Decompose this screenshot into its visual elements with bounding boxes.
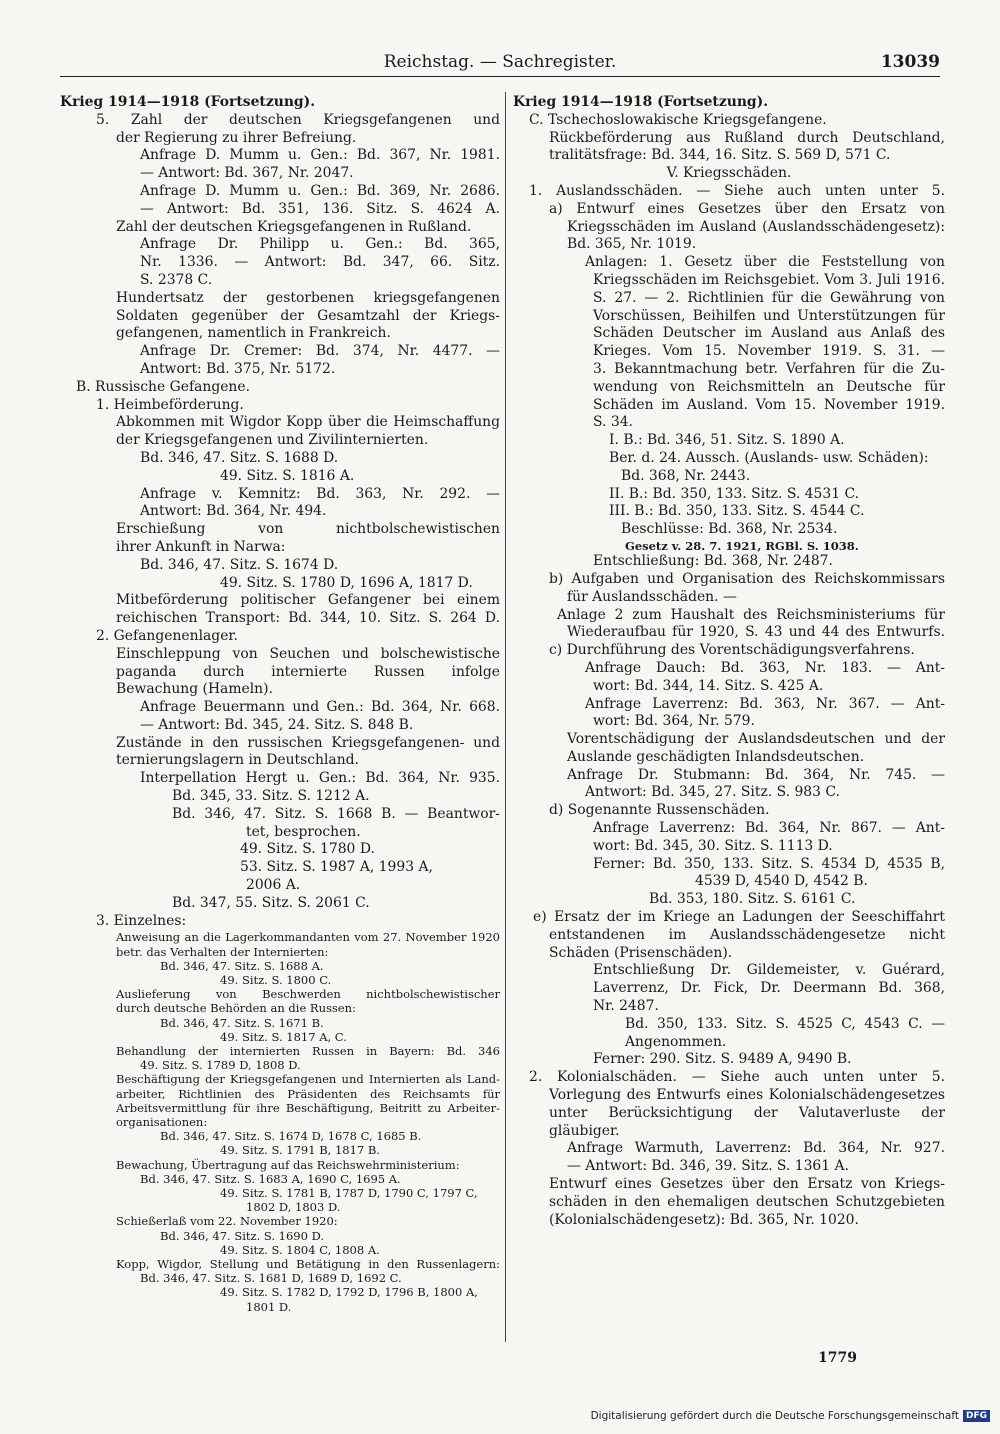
index-line: Ferner: 290. Sitz. S. 9489 A, 9490 B.: [593, 1051, 852, 1068]
index-line: Antwort: Bd. 375, Nr. 5172.: [140, 360, 336, 377]
dfg-logo: DFG: [963, 1410, 990, 1422]
index-line: Bd. 346, 47. Sitz. S. 1668 B. — Beantwor-: [172, 805, 500, 822]
index-line: — Antwort: Bd. 367, Nr. 2047.: [140, 165, 354, 182]
index-line: Krieg 1914—1918 (Fortsetzung).: [513, 94, 769, 110]
index-line: 1. Auslandsschäden. — Siehe auch unten unter 5.: [529, 182, 945, 199]
index-line: 3. Bekanntmachung betr. Verfahren für die Zu-: [593, 360, 945, 377]
index-line: Bd. 347, 55. Sitz. S. 2061 C.: [172, 894, 370, 911]
index-line: Schäden Deutscher im Ausland aus Anlaß des: [593, 325, 945, 342]
index-line: Anfrage Laverrenz: Bd. 364, Nr. 867. — Ant-: [593, 820, 945, 837]
index-line: schäden in den ehemaligen deutschen Schutzgebieten: [549, 1193, 945, 1210]
index-line: Abkommen mit Wigdor Kopp über die Heimschaffung: [116, 414, 500, 431]
index-line: arbeiter, Richtlinien des Präsidenten des Reichsamts für: [116, 1086, 500, 1101]
index-line: Bd. 365, Nr. 1019.: [567, 236, 697, 253]
index-line: Gesetz v. 28. 7. 1921, RGBl. S. 1038.: [625, 538, 859, 553]
digitization-credit: [591, 1410, 990, 1422]
right-column: [513, 94, 945, 1229]
index-line: 53. Sitz. S. 1987 A, 1993 A,: [240, 859, 433, 876]
index-line: Anfrage v. Kemnitz: Bd. 363, Nr. 292. —: [140, 485, 500, 502]
index-line: b) Aufgaben und Organisation des Reichskommissars: [549, 570, 945, 587]
index-line: — Antwort: Bd. 346, 39. Sitz. S. 1361 A.: [567, 1158, 849, 1175]
index-line: gläubiger.: [549, 1122, 620, 1139]
index-line: Rückbeförderung aus Rußland durch Deutschland,: [549, 129, 945, 146]
index-line: Beschäftigung der Kriegsgefangenen und Internierten als Land-: [116, 1072, 500, 1087]
index-line: Bewachung, Übertragung auf das Reichswehrministerium:: [116, 1157, 460, 1172]
index-line: 49. Sitz. S. 1800 C.: [220, 973, 332, 988]
index-line: Bd. 346, 47. Sitz. S. 1688 A.: [160, 958, 324, 973]
index-line: Entschließung: Bd. 368, Nr. 2487.: [593, 553, 833, 570]
index-line: tet, besprochen.: [246, 823, 361, 840]
index-line: 49. Sitz. S. 1780 D, 1696 A, 1817 D.: [220, 574, 473, 591]
footer-page-number: 1779: [818, 1350, 857, 1366]
index-line: paganda durch internierte Russen infolge: [116, 663, 500, 680]
index-line: Bd. 346, 47. Sitz. S. 1681 D, 1689 D, 1692 C.: [140, 1271, 402, 1286]
index-line: unter Berücksichtigung der Valutaverluste der: [549, 1104, 945, 1121]
index-line: der Kriegsgefangenen und Zivilinternierten.: [116, 432, 429, 449]
index-line: d) Sogenannte Russenschäden.: [549, 802, 770, 819]
index-line: Einschleppung von Seuchen und bolschewistische: [116, 645, 500, 662]
index-line: Bd. 368, Nr. 2443.: [621, 467, 751, 484]
index-line: Bd. 346, 47. Sitz. S. 1671 B.: [160, 1015, 324, 1030]
index-line: Kriegsschäden im Reichsgebiet. Vom 3. Juli 1916.: [593, 271, 945, 288]
index-line: S. 34.: [593, 414, 633, 431]
index-line: Bd. 346, 47. Sitz. S. 1688 D.: [140, 449, 339, 466]
index-line: für Auslandsschäden. —: [567, 588, 737, 605]
index-line: Kriegsschäden im Ausland (Auslandsschädengesetz):: [567, 218, 945, 235]
index-line: Anfrage Dr. Stubmann: Bd. 364, Nr. 745. —: [567, 766, 945, 783]
index-line: Bd. 350, 133. Sitz. S. 4525 C, 4543 C. —: [625, 1015, 945, 1032]
index-line: Anfrage Dr. Philipp u. Gen.: Bd. 365,: [140, 236, 500, 253]
index-line: Auslieferung von Beschwerden nichtbolschewistischer: [116, 987, 500, 1002]
index-line: C. Tschechoslowakische Kriegsgefangene.: [529, 111, 827, 128]
index-line: II. B.: Bd. 350, 133. Sitz. S. 4531 C.: [609, 485, 859, 502]
index-line: c) Durchführung des Vorentschädigungsverfahrens.: [549, 642, 915, 659]
index-line: Behandlung der internierten Russen in Bayern: Bd. 346: [116, 1044, 500, 1059]
column-divider: [505, 92, 506, 1342]
index-line: 49. Sitz. S. 1804 C, 1808 A.: [220, 1242, 380, 1257]
index-line: Soldaten gegenüber der Gesamtzahl der Kriegs-: [116, 307, 500, 324]
page-header: [60, 50, 940, 80]
index-line: 49. Sitz. S. 1780 D.: [240, 841, 375, 858]
index-line: der Regierung zu ihrer Befreiung.: [116, 129, 357, 146]
index-line: gefangenen, namentlich in Frankreich.: [116, 325, 391, 342]
index-line: e) Ersatz der im Kriege an Ladungen der Seeschiffahrt: [533, 909, 945, 926]
index-line: Interpellation Hergt u. Gen.: Bd. 364, Nr. 935.: [140, 770, 500, 787]
page-number: 13039: [880, 52, 940, 72]
index-line: Entwurf eines Gesetzes über den Ersatz von Kriegs-: [549, 1176, 945, 1193]
index-line: Nr. 1336. — Antwort: Bd. 347, 66. Sitz.: [140, 254, 500, 271]
index-line: Krieges. Vom 15. November 1919. S. 31. —: [593, 343, 945, 360]
index-line: V. Kriegsschäden.: [666, 165, 792, 182]
digitization-text: Digitalisierung gefördert durch die Deutsche Forschungsgemeinschaft: [590, 1410, 959, 1422]
index-line: 49. Sitz. S. 1781 B, 1787 D, 1790 C, 1797 C,: [220, 1186, 478, 1201]
index-line: Anweisung an die Lagerkommandanten vom 27. November 1920: [116, 930, 500, 945]
index-line: entstandenen im Auslandsschädengesetze nicht: [549, 926, 945, 943]
index-line: Antwort: Bd. 345, 27. Sitz. S. 983 C.: [585, 784, 840, 801]
index-line: tralitätsfrage: Bd. 344, 16. Sitz. S. 569 D, 571 C.: [549, 147, 891, 164]
index-line: Angenommen.: [625, 1033, 727, 1050]
index-line: wort: Bd. 344, 14. Sitz. S. 425 A.: [593, 677, 824, 694]
index-line: Anlage 2 zum Haushalt des Reichsministeriums für: [557, 606, 945, 623]
index-line: Vorentschädigung der Auslandsdeutschen und der: [567, 731, 945, 748]
index-line: Bd. 345, 33. Sitz. S. 1212 A.: [172, 788, 370, 805]
index-line: Anfrage D. Mumm u. Gen.: Bd. 369, Nr. 2686.: [140, 182, 500, 199]
index-line: Laverrenz, Dr. Fick, Dr. Deermann Bd. 368,: [593, 980, 945, 997]
index-line: — Antwort: Bd. 351, 136. Sitz. S. 4624 A.: [140, 200, 500, 217]
index-line: Schäden (Prisenschäden).: [549, 944, 733, 961]
index-line: Bd. 346, 47. Sitz. S. 1690 D.: [160, 1228, 325, 1243]
index-line: a) Entwurf eines Gesetzes über den Ersatz von: [549, 200, 945, 217]
index-line: 2006 A.: [246, 877, 301, 894]
index-line: ternierungslagern in Deutschland.: [116, 752, 359, 769]
index-line: Anfrage Beuermann und Gen.: Bd. 364, Nr. 668.: [140, 699, 500, 716]
index-line: ihrer Ankunft in Narwa:: [116, 538, 286, 555]
index-line: 4539 D, 4540 D, 4542 B.: [695, 873, 868, 890]
index-line: 49. Sitz. S. 1782 D, 1792 D, 1796 B, 1800 A,: [220, 1285, 478, 1300]
index-line: 3. Einzelnes:: [96, 912, 187, 929]
index-line: 49. Sitz. S. 1789 D, 1808 D.: [140, 1058, 301, 1073]
index-line: 2. Gefangenenlager.: [96, 627, 238, 644]
index-line: Auslande geschädigten Inlandsdeutschen.: [567, 748, 865, 765]
index-line: 5. Zahl der deutschen Kriegsgefangenen und: [96, 111, 500, 128]
index-line: Beschlüsse: Bd. 368, Nr. 2534.: [621, 521, 838, 538]
index-line: S. 2378 C.: [140, 271, 213, 288]
index-line: 49. Sitz. S. 1816 A.: [220, 467, 355, 484]
index-line: betr. das Verhalten der Internierten:: [116, 944, 329, 959]
index-line: Arbeitsvermittlung für ihre Beschäftigung, Beitritt zu Arbeiter-: [116, 1100, 500, 1115]
index-line: Anfrage Dr. Cremer: Bd. 374, Nr. 4477. —: [140, 343, 500, 360]
left-column: [60, 94, 500, 1314]
index-line: Nr. 2487.: [593, 998, 659, 1015]
index-line: 1801 D.: [246, 1299, 292, 1314]
index-line: Anfrage Dauch: Bd. 363, Nr. 183. — Ant-: [585, 659, 945, 676]
index-line: Wiederaufbau für 1920, S. 43 und 44 des Entwurfs.: [567, 624, 945, 641]
index-line: Anlagen: 1. Gesetz über die Feststellung von: [585, 254, 945, 271]
index-line: Anfrage D. Mumm u. Gen.: Bd. 367, Nr. 1981.: [140, 147, 500, 164]
index-line: Hundertsatz der gestorbenen kriegsgefangenen: [116, 289, 500, 306]
index-line: Vorlegung des Entwurfs eines Kolonialschädengesetzes: [549, 1087, 945, 1104]
index-line: Schießerlaß vom 22. November 1920:: [116, 1214, 338, 1229]
index-line: Zustände in den russischen Kriegsgefangenen- und: [116, 734, 500, 751]
index-line: Bewachung (Hameln).: [116, 681, 273, 698]
index-line: Schäden im Ausland. Vom 15. November 1919.: [593, 396, 945, 413]
index-line: Bd. 346, 47. Sitz. S. 1674 D.: [140, 556, 339, 573]
index-line: durch deutsche Behörden an die Russen:: [116, 1001, 356, 1016]
index-line: 1802 D, 1803 D.: [246, 1200, 341, 1215]
index-line: Entschließung Dr. Gildemeister, v. Guérard,: [593, 962, 945, 979]
header-rule: [60, 76, 940, 77]
index-line: Ber. d. 24. Aussch. (Auslands- usw. Schäden):: [609, 449, 929, 466]
index-line: 49. Sitz. S. 1791 B, 1817 B.: [220, 1143, 380, 1158]
index-line: (Kolonialschädengesetz): Bd. 365, Nr. 1020.: [549, 1211, 859, 1228]
index-line: Krieg 1914—1918 (Fortsetzung).: [60, 94, 316, 110]
index-line: Bd. 353, 180. Sitz. S. 6161 C.: [649, 891, 856, 908]
index-line: Zahl der deutschen Kriegsgefangenen in Rußland.: [116, 218, 472, 235]
index-line: Anfrage Warmuth, Laverrenz: Bd. 364, Nr. 927.: [567, 1140, 945, 1157]
index-line: Kopp, Wigdor, Stellung und Betätigung in den Russenlagern:: [116, 1257, 500, 1272]
index-line: Antwort: Bd. 364, Nr. 494.: [140, 503, 327, 520]
index-line: 49. Sitz. S. 1817 A, C.: [220, 1029, 347, 1044]
index-line: wort: Bd. 364, Nr. 579.: [593, 713, 755, 730]
index-line: Anfrage Laverrenz: Bd. 363, Nr. 367. — Ant-: [585, 695, 945, 712]
index-line: Vorschüssen, Beihilfen und Unterstützungen für: [593, 307, 945, 324]
index-line: Mitbeförderung politischer Gefangener bei einem: [116, 592, 500, 609]
index-line: Erschießung von nichtbolschewistischen: [116, 521, 500, 538]
index-line: I. B.: Bd. 346, 51. Sitz. S. 1890 A.: [609, 432, 845, 449]
index-line: organisationen:: [116, 1115, 208, 1129]
index-line: S. 27. — 2. Richtlinien für die Gewährung von: [593, 289, 945, 306]
index-line: Bd. 346, 47. Sitz. S. 1683 A, 1690 C, 1695 A.: [140, 1171, 401, 1186]
index-line: reichischen Transport: Bd. 344, 10. Sitz. S. 264 D.: [116, 610, 500, 627]
index-line: wort: Bd. 345, 30. Sitz. S. 1113 D.: [593, 837, 833, 854]
index-line: wendung von Reichsmitteln an Deutsche für: [593, 378, 945, 395]
index-line: — Antwort: Bd. 345, 24. Sitz. S. 848 B.: [140, 716, 414, 733]
index-line: III. B.: Bd. 350, 133. Sitz. S. 4544 C.: [609, 503, 865, 520]
index-line: 2. Kolonialschäden. — Siehe auch unten unter 5.: [529, 1069, 945, 1086]
index-line: 1. Heimbeförderung.: [96, 396, 244, 413]
index-line: Bd. 346, 47. Sitz. S. 1674 D, 1678 C, 1685 B.: [160, 1129, 422, 1144]
index-line: B. Russische Gefangene.: [76, 378, 251, 395]
running-title: Reichstag. — Sachregister.: [383, 52, 617, 72]
index-line: Ferner: Bd. 350, 133. Sitz. S. 4534 D, 4535 B,: [593, 855, 945, 872]
